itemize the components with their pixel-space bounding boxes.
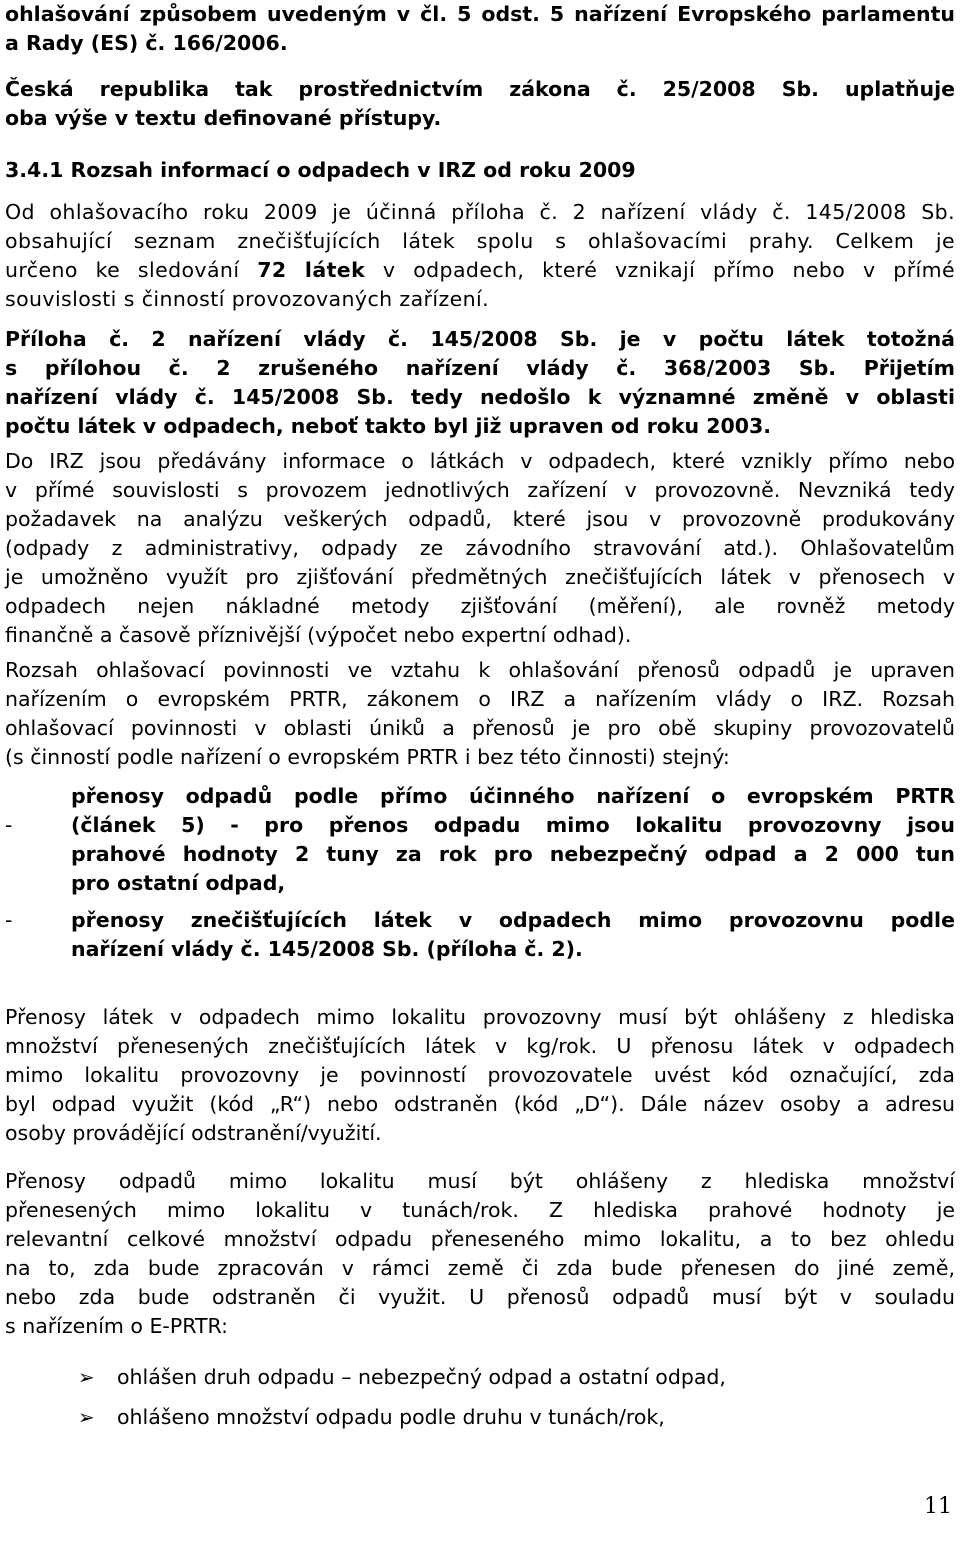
text-line: souvislosti s činností provozovaných zařízení. bbox=[5, 287, 490, 311]
text-line: Přenosy látek v odpadech mimo lokalitu provozovny musí být ohlášeny z hlediska bbox=[5, 1005, 955, 1029]
paragraph-transfers-substances bbox=[5, 1003, 955, 1148]
text-span: v odpadech, které vznikají přímo nebo v přímé bbox=[365, 258, 956, 282]
text-line: Do IRZ jsou předávány informace o látkách v odpadech, které vznikly přímo nebo bbox=[5, 449, 955, 473]
text-line: požadavek na analýzu veškerých odpadů, které jsou v provozovně produkovány bbox=[5, 507, 955, 531]
text-line: nebo zda bude odstraněn či využit. U přenosů odpadů musí být v souladu bbox=[5, 1285, 955, 1309]
text-line: finančně a časově příznivější (výpočet nebo expertní odhad). bbox=[5, 623, 632, 647]
arrow-list bbox=[0, 1363, 960, 1443]
text-line: s nařízením o E-PRTR: bbox=[5, 1314, 228, 1338]
dash-list-second bbox=[0, 906, 960, 966]
text-line: mimo lokalitu provozovny je povinností provozovatele uvést kód označující, zda bbox=[5, 1063, 955, 1087]
text-line: ohlašovací povinnosti v oblasti úniků a přenosů je pro obě skupiny provozovatelů bbox=[5, 716, 955, 740]
paragraph-scope bbox=[5, 656, 955, 772]
text-line: Přenosy odpadů mimo lokalitu musí být ohlášeny z hlediska množství bbox=[5, 1169, 955, 1193]
text-span: Celkem je bbox=[835, 229, 956, 253]
text-line: přenosy znečišťujících látek v odpadech mimo provozovnu podle bbox=[71, 908, 955, 932]
text-line: s přílohou č. 2 zrušeného nařízení vlády č. 368/2003 Sb. Přijetím bbox=[5, 356, 955, 380]
section-heading bbox=[5, 156, 955, 185]
text-line: Příloha č. 2 nařízení vlády č. 145/2008 Sb. je v počtu látek totožná bbox=[5, 327, 955, 351]
arrow-bullet-icon: ➢ bbox=[78, 1365, 95, 1389]
paragraph-irz-info bbox=[5, 447, 955, 650]
text-span: obsahující seznam znečišťujících látek spolu s ohlašovacími prahy. bbox=[5, 229, 814, 253]
dash-list-item bbox=[0, 906, 960, 966]
text-line: množství přenesených znečišťujících látek v kg/rok. U přenosu látek v odpadech bbox=[5, 1034, 955, 1058]
paragraph-transfers-waste bbox=[5, 1167, 955, 1341]
text-line: ohlašování způsobem uvedeným v čl. 5 odst. 5 nařízení Evropského parlamentu bbox=[5, 2, 955, 26]
text-line: počtu látek v odpadech, neboť takto byl již upraven od roku 2003. bbox=[5, 414, 772, 438]
dash-item-text bbox=[71, 782, 955, 898]
text-line: relevantní celkové množství odpadu přeneseného mimo lokalitu, a to bez ohledu bbox=[5, 1227, 955, 1251]
text-line: Rozsah ohlašovací povinnosti ve vztahu k ohlašování přenosů odpadů je upraven bbox=[5, 658, 955, 682]
paragraph-annex bbox=[5, 198, 955, 314]
text-line: Od ohlašovacího roku 2009 je účinná příloha č. 2 nařízení vlády č. 145/2008 Sb. bbox=[5, 200, 955, 224]
text-line: přenosy odpadů podle přímo účinného nařízení o evropském PRTR bbox=[71, 784, 955, 808]
text-line: oba výše v textu definované přístupy. bbox=[5, 106, 442, 130]
text-line: (s činností podle nařízení o evropském PRTR i bez této činnosti) stejný: bbox=[5, 745, 730, 769]
text-line: je umožněno využít pro zjišťování předmětných znečišťujících látek v přenosech v bbox=[5, 565, 955, 589]
arrow-item-text: ohlášen druh odpadu – nebezpečný odpad a ostatní odpad, bbox=[117, 1365, 726, 1389]
dash-list-item bbox=[0, 782, 960, 906]
text-line: byl odpad využit (kód „R“) nebo odstraněn (kód „D“). Dále název osoby a adresu bbox=[5, 1092, 955, 1116]
text-line: odpadech nejen nákladné metody zjišťování (měření), ale rovněž metody bbox=[5, 594, 955, 618]
bold-annex-paragraph bbox=[5, 325, 955, 441]
text-line: osoby provádějící odstranění/využití. bbox=[5, 1121, 382, 1145]
text-line: nařízením o evropském PRTR, zákonem o IRZ a nařízením vlády o IRZ. Rozsah bbox=[5, 687, 955, 711]
text-line: a Rady (ES) č. 166/2006. bbox=[5, 31, 288, 55]
text-line bbox=[5, 227, 955, 256]
czech-republic-paragraph bbox=[5, 75, 955, 133]
arrow-item-text: ohlášeno množství odpadu podle druhu v tunách/rok, bbox=[117, 1405, 665, 1429]
text-line: (odpady z administrativy, odpady ze závodního stravování atd.). Ohlašovatelům bbox=[5, 536, 955, 560]
dash-marker: - bbox=[5, 813, 13, 837]
text-line: Česká republika tak prostřednictvím zákona č. 25/2008 Sb. uplatňuje bbox=[5, 77, 955, 101]
text-line: nařízení vlády č. 145/2008 Sb. (příloha č. 2). bbox=[71, 937, 583, 961]
arrow-bullet-icon: ➢ bbox=[78, 1405, 95, 1429]
dash-marker: - bbox=[5, 908, 13, 932]
text-line: (článek 5) - pro přenos odpadu mimo lokalitu provozovny jsou bbox=[71, 813, 955, 837]
text-line: pro ostatní odpad, bbox=[71, 871, 286, 895]
text-line: přenesených mimo lokalitu v tunách/rok. Z hlediska prahové hodnoty je bbox=[5, 1198, 955, 1222]
dash-list bbox=[0, 782, 960, 906]
dash-item-text bbox=[71, 906, 955, 964]
text-line: na to, zda bude zpracován v rámci země či zda bude přenesen do jiné země, bbox=[5, 1256, 955, 1280]
text-line: prahové hodnoty 2 tuny za rok pro nebezpečný odpad a 2 000 tun bbox=[71, 842, 955, 866]
arrow-list-item bbox=[0, 1403, 960, 1443]
text-line bbox=[5, 256, 955, 285]
text-line: v přímé souvislosti s provozem jednotlivých zařízení v provozovně. Nevzniká tedy bbox=[5, 478, 955, 502]
text-span: určeno ke sledování bbox=[5, 258, 258, 282]
intro-paragraph bbox=[5, 0, 955, 58]
substance-count: 72 látek bbox=[257, 258, 366, 282]
section-title: 3.4.1 Rozsah informací o odpadech v IRZ od roku 2009 bbox=[5, 158, 636, 182]
page-number: 11 bbox=[924, 1494, 952, 1519]
arrow-list-item bbox=[0, 1363, 960, 1403]
text-line: nařízení vlády č. 145/2008 Sb. tedy nedošlo k významné změně v oblasti bbox=[5, 385, 955, 409]
